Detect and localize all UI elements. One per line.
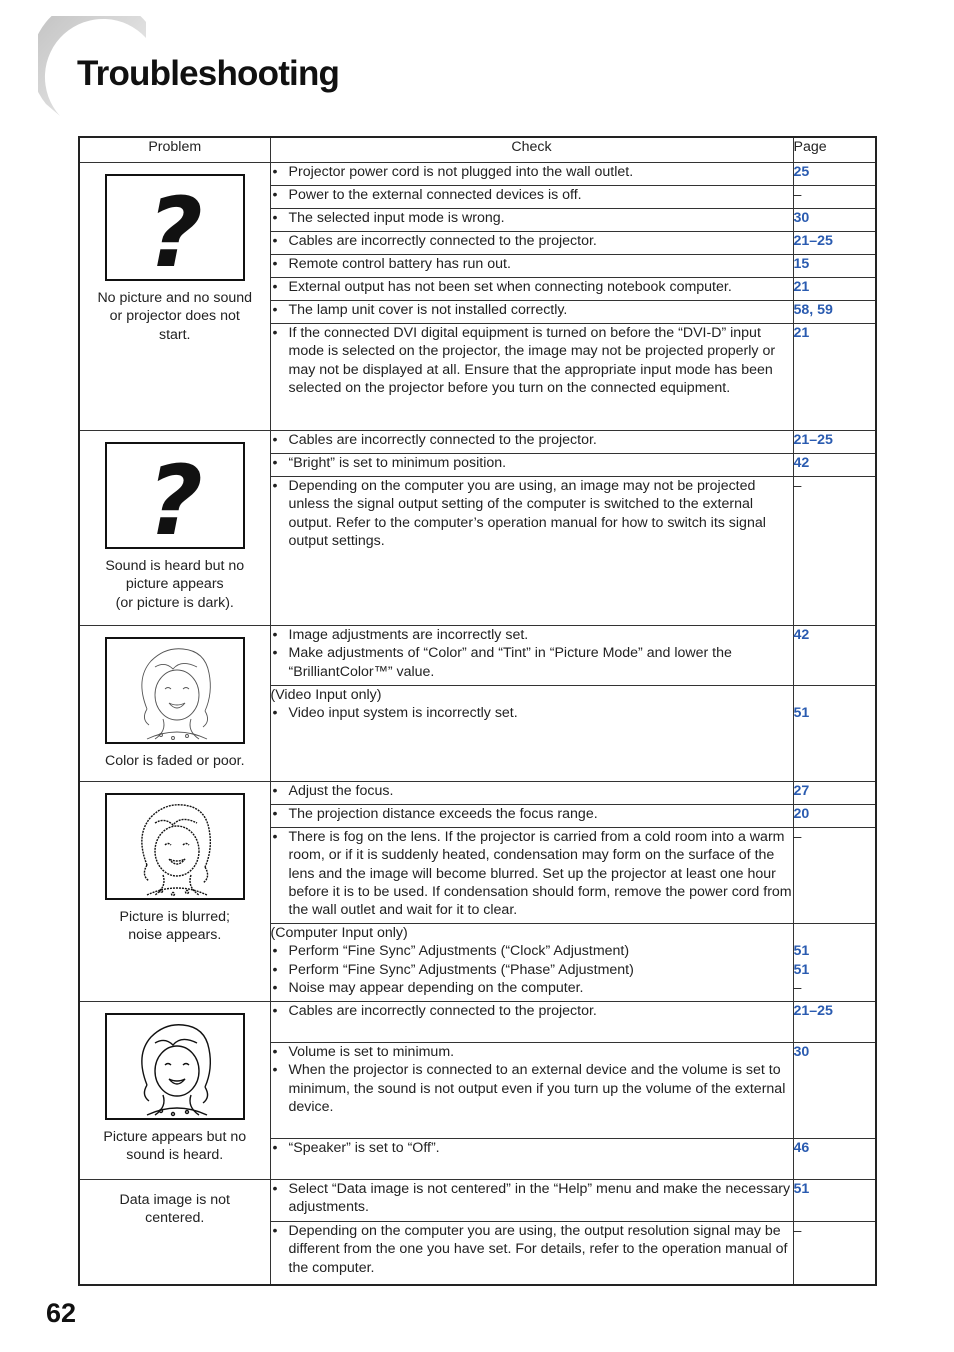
check-item	[271, 828, 793, 919]
check-item	[271, 278, 793, 296]
check-cell	[270, 1043, 793, 1139]
check-input-note: (Video Input only)	[270, 687, 382, 703]
table-row	[79, 782, 876, 805]
troubleshooting-table	[78, 136, 877, 1286]
check-item	[271, 163, 793, 181]
check-input-note: (Computer Input only)	[270, 925, 408, 941]
check-cell	[270, 431, 793, 454]
check-text: Perform “Fine Sync” Adjustments (“Phase” Adjustment)	[288, 961, 634, 978]
bullet-marker: •	[272, 279, 278, 295]
bullet-marker: •	[272, 432, 278, 448]
check-text: Adjust the focus.	[288, 783, 394, 799]
bullet-marker: •	[272, 210, 278, 226]
check-item	[271, 324, 793, 397]
check-cell	[270, 924, 793, 1002]
check-cell	[270, 454, 793, 477]
check-cell	[270, 324, 793, 431]
check-cell	[270, 626, 793, 686]
bullet-marker: •	[272, 961, 278, 978]
check-item	[271, 1061, 793, 1116]
check-item	[271, 979, 793, 997]
page-cell	[793, 1002, 876, 1043]
bullet-marker: •	[272, 164, 278, 180]
bullet-marker: •	[272, 478, 278, 494]
page-reference-link[interactable]: 30	[793, 1044, 810, 1060]
check-cell	[270, 301, 793, 324]
page-reference-link[interactable]: 46	[793, 1140, 810, 1156]
table-header-row	[79, 137, 876, 163]
check-item	[271, 805, 793, 823]
problem-text-line: Picture appears but no	[103, 1129, 247, 1145]
check-text: There is fog on the lens. If the projector is carried from a cold room into a warm room, or if it is suddenly heated, condensation may form on the surface of the lens and the image will become blurred. Set up the projector at least one hour before it is to be used. If condensation should form, remove the power cord from the wall outlet and wait for it to clear.	[288, 829, 792, 919]
check-text: Cables are incorrectly connected to the projector.	[288, 233, 597, 249]
check-text: Select “Data image is not centered” in the “Help” menu and make the necessary adjustments.	[288, 1181, 791, 1216]
page-cell	[793, 431, 876, 454]
check-item	[271, 782, 793, 800]
check-text: Power to the external connected devices is off.	[288, 187, 582, 203]
problem-text-line: Sound is heard but no	[105, 558, 245, 574]
page-reference-link[interactable]: 20	[793, 806, 810, 822]
problem-illustration-girl-faded	[105, 637, 245, 744]
check-text: The selected input mode is wrong.	[288, 210, 505, 226]
page-reference-link[interactable]: 27	[793, 783, 810, 799]
bullet-marker: •	[272, 455, 278, 471]
problem-illustration-girl-clear	[105, 1013, 245, 1120]
check-cell	[270, 278, 793, 301]
svg-text:?: ?	[146, 445, 203, 547]
check-item	[271, 704, 793, 722]
check-text: Noise may appear depending on the computer.	[288, 979, 584, 996]
problem-text	[86, 1128, 264, 1165]
problem-cell	[79, 431, 270, 626]
bullet-marker: •	[272, 829, 278, 845]
problem-text-line: Color is faded or poor.	[104, 753, 245, 769]
bullet-marker: •	[272, 187, 278, 203]
page-cell	[793, 477, 876, 626]
bullet-marker: •	[272, 256, 278, 272]
check-text: “Bright” is set to minimum position.	[288, 455, 507, 471]
svg-text:?: ?	[146, 177, 203, 279]
problem-cell	[79, 1180, 270, 1285]
check-cell	[270, 209, 793, 232]
table-row	[79, 1002, 876, 1043]
page-cell	[793, 1139, 876, 1180]
page-reference-link: –	[793, 1223, 802, 1239]
page-reference-link[interactable]: 21	[793, 325, 810, 341]
bullet-marker: •	[272, 627, 278, 643]
problem-cell	[79, 163, 270, 431]
check-item	[271, 1139, 793, 1157]
check-cell	[270, 186, 793, 209]
bullet-marker: •	[272, 1223, 278, 1239]
page-reference-link[interactable]: 21–25	[793, 1003, 833, 1019]
check-cell	[270, 782, 793, 805]
table-row	[79, 163, 876, 186]
problem-text	[86, 908, 264, 945]
check-cell	[270, 1180, 793, 1222]
check-text: If the connected DVI digital equipment is turned on before the “DVI-D” input mode is selected on the projector, the image may not be projected properly or may not be displayed at all. Ensure that the appropriate input mode has been selected on the projector before you turn on the connected equipment.	[288, 325, 776, 396]
problem-cell	[79, 626, 270, 782]
bullet-marker: •	[272, 943, 278, 960]
check-cell	[270, 1139, 793, 1180]
problem-text	[86, 557, 264, 612]
problem-text-line: (or picture is dark).	[115, 594, 234, 611]
check-item	[271, 431, 793, 449]
bullet-marker: •	[272, 645, 278, 662]
page-title: Troubleshooting	[77, 54, 340, 93]
check-text: Video input system is incorrectly set.	[288, 705, 518, 722]
page-cell	[793, 186, 876, 209]
page-reference-link[interactable]: 58, 59	[793, 302, 833, 318]
page-reference-link: –	[793, 979, 802, 996]
check-item	[271, 1043, 793, 1061]
table-row	[79, 431, 876, 454]
problem-text-line: sound is heard.	[126, 1147, 224, 1164]
problem-illustration-question-mark	[105, 442, 245, 549]
check-item	[271, 1180, 793, 1217]
problem-cell	[79, 782, 270, 1002]
table-body	[79, 163, 876, 1285]
page-cell	[793, 828, 876, 924]
page-reference-link: –	[793, 829, 802, 845]
page-cell	[793, 805, 876, 828]
page-reference-link[interactable]: 30	[793, 210, 810, 226]
check-text: Volume is set to minimum.	[288, 1044, 455, 1060]
check-cell	[270, 1002, 793, 1043]
problem-text-line: or projector does not	[109, 308, 240, 325]
check-text: Perform “Fine Sync” Adjustments (“Clock” Adjustment)	[288, 943, 630, 960]
check-text: “Speaker” is set to “Off”.	[288, 1140, 440, 1156]
header-problem: Problem	[79, 137, 270, 163]
page-reference-link[interactable]: 21–25	[793, 432, 833, 448]
check-cell	[270, 686, 793, 782]
check-item	[271, 186, 793, 204]
problem-text	[86, 752, 264, 770]
page-spacer	[794, 686, 876, 704]
page-cell	[793, 209, 876, 232]
check-item	[271, 209, 793, 227]
page-cell	[793, 782, 876, 805]
page-reference-link[interactable]: 15	[793, 256, 810, 272]
problem-cell	[79, 1002, 270, 1180]
check-cell	[270, 828, 793, 924]
header-check: Check	[270, 137, 793, 163]
check-cell	[270, 163, 793, 186]
page-cell	[793, 1222, 876, 1285]
bullet-marker: •	[272, 705, 278, 722]
page-reference-link[interactable]: 51	[793, 943, 810, 960]
check-item	[271, 477, 793, 550]
page-cell	[793, 324, 876, 431]
check-item	[271, 644, 793, 681]
page-reference-link[interactable]: 42	[793, 627, 810, 643]
check-cell	[270, 1222, 793, 1285]
check-text: Remote control battery has run out.	[288, 256, 511, 272]
page-reference-link[interactable]: 51	[793, 961, 810, 978]
check-item	[271, 961, 793, 979]
bullet-marker: •	[272, 783, 278, 799]
check-text: When the projector is connected to an external device and the volume is set to minimum, the sound is not output even if you turn up the volume of the external device.	[288, 1062, 786, 1115]
check-item	[271, 942, 793, 960]
page-cell	[793, 686, 876, 782]
problem-text	[86, 1191, 264, 1228]
problem-text-line: picture appears	[125, 576, 224, 593]
page-cell	[793, 454, 876, 477]
problem-illustration-girl-blurred	[105, 793, 245, 900]
check-text: Cables are incorrectly connected to the projector.	[288, 432, 597, 448]
check-text: Depending on the computer you are using, an image may not be projected unless the signal output setting of the computer is switched to the external output. Refer to the computer’s operation manual for how to switch its signal output settings.	[288, 478, 766, 549]
problem-text	[86, 289, 264, 344]
page-cell	[793, 232, 876, 255]
check-item	[271, 1222, 793, 1277]
bullet-marker: •	[272, 1140, 278, 1156]
page-cell	[793, 626, 876, 686]
page-number: 62	[46, 1298, 77, 1328]
check-cell	[270, 805, 793, 828]
problem-text-line: Picture is blurred;	[119, 909, 230, 925]
problem-text-line: centered.	[145, 1210, 205, 1227]
check-item	[271, 626, 793, 644]
check-item	[271, 1002, 793, 1020]
bullet-marker: •	[272, 1062, 278, 1079]
check-text: Cables are incorrectly connected to the projector.	[288, 1003, 597, 1019]
check-item	[271, 255, 793, 273]
header-page: Page	[793, 137, 876, 163]
page-reference-link[interactable]: 25	[793, 164, 810, 180]
bullet-marker: •	[272, 1181, 278, 1197]
bullet-marker: •	[272, 979, 278, 996]
check-text: Make adjustments of “Color” and “Tint” in “Picture Mode” and lower the “BrilliantColor™” value.	[288, 645, 732, 680]
page-reference-link[interactable]: 51	[793, 705, 810, 722]
page-cell	[793, 924, 876, 1002]
page-reference-link[interactable]: 21–25	[793, 233, 833, 249]
page-reference-link: –	[793, 187, 802, 203]
bullet-marker: •	[272, 1003, 278, 1019]
check-text: The projection distance exceeds the focus range.	[288, 806, 598, 822]
check-text: Depending on the computer you are using, the output resolution signal may be different from the one you have set. For details, refer to the operation manual of the computer.	[288, 1223, 788, 1276]
page-cell	[793, 1180, 876, 1222]
bullet-marker: •	[272, 1044, 278, 1060]
page-cell	[793, 163, 876, 186]
check-text: Projector power cord is not plugged into the wall outlet.	[288, 164, 634, 180]
page-cell	[793, 301, 876, 324]
check-cell	[270, 255, 793, 278]
page-reference-link[interactable]: 42	[793, 455, 810, 471]
check-text: Image adjustments are incorrectly set.	[288, 627, 529, 643]
problem-text-line: noise appears.	[128, 927, 222, 944]
bullet-marker: •	[272, 302, 278, 318]
bullet-marker: •	[272, 325, 278, 341]
problem-text-line: start.	[158, 326, 191, 343]
check-cell	[270, 232, 793, 255]
bullet-marker: •	[272, 806, 278, 822]
page-reference-link[interactable]: 51	[793, 1181, 810, 1197]
page-reference-link: –	[793, 478, 802, 494]
problem-illustration-question-mark	[105, 174, 245, 281]
check-cell	[270, 477, 793, 626]
page-cell	[793, 278, 876, 301]
check-item	[271, 232, 793, 250]
page-cell	[793, 255, 876, 278]
check-item	[271, 301, 793, 319]
table-row	[79, 1180, 876, 1222]
check-text: External output has not been set when connecting notebook computer.	[288, 279, 732, 295]
page-cell	[793, 1043, 876, 1139]
page-spacer	[794, 924, 876, 942]
check-item	[271, 454, 793, 472]
bullet-marker: •	[272, 233, 278, 249]
check-text: The lamp unit cover is not installed correctly.	[288, 302, 568, 318]
table-row	[79, 626, 876, 686]
page-reference-link[interactable]: 21	[793, 279, 810, 295]
problem-text-line: No picture and no sound	[97, 290, 253, 306]
problem-text-line: Data image is not	[119, 1192, 230, 1208]
